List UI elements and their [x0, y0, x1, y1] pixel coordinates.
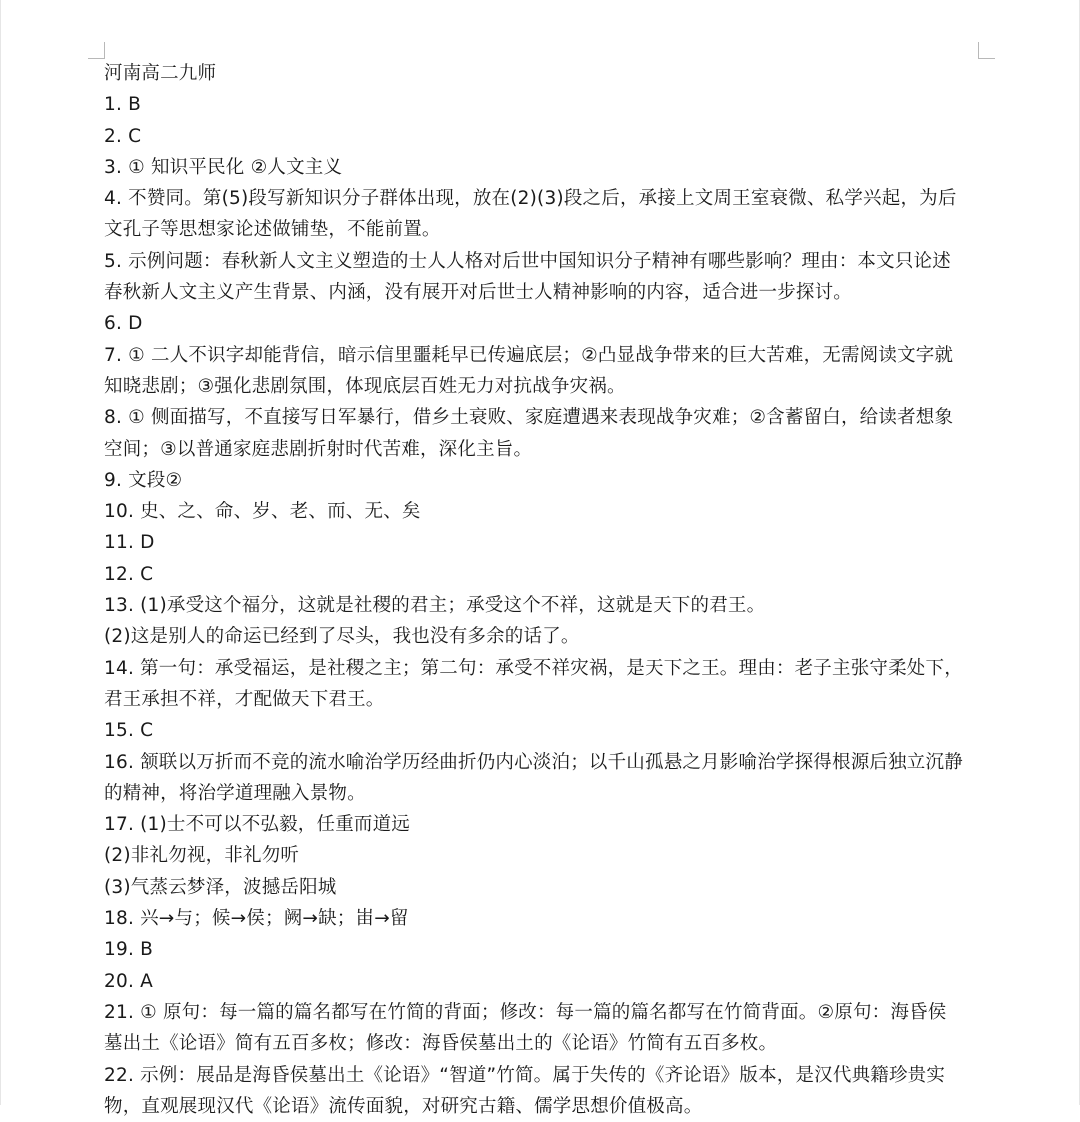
answer-7: 7. ① 二人不识字却能背信，暗示信里噩耗早已传遍底层；②凸显战争带来的巨大苦难，无需阅读文字就 — [104, 344, 954, 366]
answer-21-continued: 墓出土《论语》简有五百多枚；修改：海昏侯墓出土的《论语》竹简有五百多枚。 — [104, 1033, 778, 1055]
answer-2: 2. C — [104, 125, 142, 147]
answer-8-continued: 空间；③以普通家庭悲剧折射时代苦难，深化主旨。 — [104, 438, 533, 460]
answer-17-part-2: (2)非礼勿视，非礼勿听 — [104, 845, 300, 867]
top-right-margin-mark — [978, 42, 995, 59]
answer-4: 4. 不赞同。第(5)段写新知识分子群体出现，放在(2)(3)段之后，承接上文周王室衰微、私学兴起，为后 — [104, 188, 957, 210]
answer-19: 19. B — [104, 939, 153, 961]
answer-16: 16. 颔联以万折而不竞的流水喻治学历经曲折仍内心淡泊；以千山孤悬之月影喻治学探得根源后独立沉静 — [104, 751, 963, 773]
answer-18: 18. 兴→与；候→侯；阙→缺；峀→留 — [104, 908, 409, 930]
document-body — [104, 58, 976, 1122]
document-title: 河南高二九师 — [104, 63, 217, 84]
answer-5: 5. 示例问题：春秋新人文主义塑造的士人人格对后世中国知识分子精神有哪些影响？理由：本文只论述 — [104, 250, 951, 272]
answer-7-continued: 知晓悲剧；③强化悲剧氛围，体现底层百姓无力对抗战争灾祸。 — [104, 375, 626, 397]
answer-5-continued: 春秋新人文主义产生背景、内涵，没有展开对后世士人精神影响的内容，适合进一步探讨。 — [104, 282, 853, 304]
answer-3: 3. ① 知识平民化 ②人文主义 — [104, 156, 343, 178]
answer-13-part-2: (2)这是别人的命运已经到了尽头，我也没有多余的话了。 — [104, 626, 580, 648]
answer-13-part-1: 13. (1)承受这个福分，这就是社稷的君主；承受这个不祥，这就是天下的君王。 — [104, 595, 766, 617]
answer-9: 9. 文段② — [104, 469, 183, 491]
answer-22-continued: 物，直观展现汉代《论语》流传面貌，对研究古籍、儒学思想价值极高。 — [104, 1095, 703, 1117]
answer-21: 21. ① 原句：每一篇的篇名都写在竹简的背面；修改：每一篇的篇名都写在竹简背面。②原句：海昏侯 — [104, 1001, 947, 1023]
answer-14-continued: 君王承担不祥，才配做天下君王。 — [104, 688, 385, 710]
answer-17-part-1: 17. (1)士不可以不弘毅，任重而道远 — [104, 814, 411, 836]
answer-8: 8. ① 侧面描写，不直接写日军暴行，借乡土衰败、家庭遭遇来表现战争灾难；②含蓄留白，给读者想象 — [104, 407, 954, 429]
answer-1: 1. B — [104, 94, 142, 116]
answer-22: 22. 示例：展品是海昏侯墓出土《论语》“智道”竹简。属于失传的《齐论语》版本，是汉代典籍珍贵实 — [104, 1064, 946, 1086]
answer-6: 6. D — [104, 313, 143, 335]
answer-4-continued: 文孔子等思想家论述做铺垫，不能前置。 — [104, 219, 441, 241]
answer-10: 10. 史、之、命、岁、老、而、无、矣 — [104, 501, 421, 523]
left-page-edge — [0, 0, 1, 1105]
answer-17-part-3: (3)气蒸云梦泽，波撼岳阳城 — [104, 876, 337, 898]
answer-14: 14. 第一句：承受福运，是社稷之主；第二句：承受不祥灾祸，是天下之王。理由：老子主张守柔处下， — [104, 657, 963, 679]
answer-16-continued: 的精神，将治学道理融入景物。 — [104, 782, 366, 804]
answer-15: 15. C — [104, 720, 154, 742]
answer-12: 12. C — [104, 563, 154, 585]
top-left-margin-mark — [88, 42, 105, 59]
answer-11: 11. D — [104, 532, 155, 554]
answer-20: 20. A — [104, 970, 153, 992]
